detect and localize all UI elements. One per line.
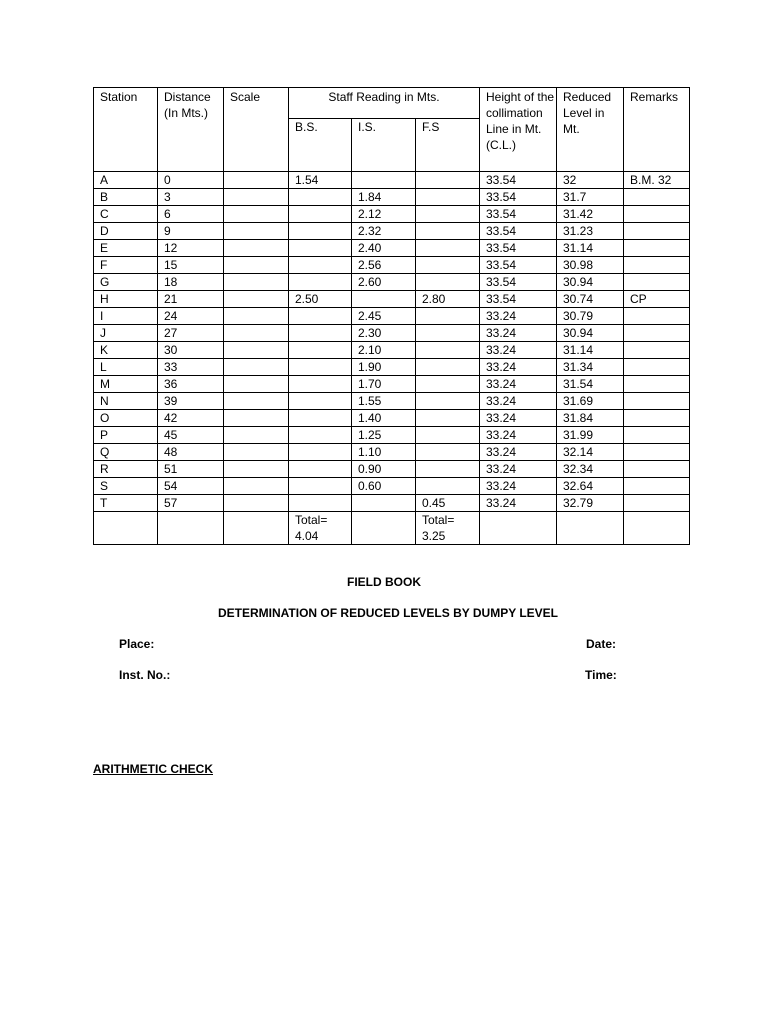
cell-bs	[289, 478, 352, 495]
header-scale: Scale	[224, 88, 289, 172]
cell-remarks	[624, 359, 690, 376]
cell-is: 1.84	[352, 189, 416, 206]
cell-fs	[416, 427, 480, 444]
cell-distance: 42	[158, 410, 224, 427]
cell-station: B	[94, 189, 158, 206]
table-row	[94, 461, 690, 478]
cell-is: 1.10	[352, 444, 416, 461]
cell-distance: 9	[158, 223, 224, 240]
cell-rl: 31.69	[557, 393, 624, 410]
cell-is: 2.60	[352, 274, 416, 291]
cell-rl: 30.74	[557, 291, 624, 308]
table-row	[94, 223, 690, 240]
inst-no-label: Inst. No.:	[119, 668, 171, 682]
cell-bs: 2.50	[289, 291, 352, 308]
cell-remarks	[624, 393, 690, 410]
time-label: Time:	[585, 668, 617, 682]
cell-scale	[224, 461, 289, 478]
cell-rl: 31.42	[557, 206, 624, 223]
cell-scale	[224, 342, 289, 359]
cell-hcl: 33.54	[480, 291, 557, 308]
cell-bs	[289, 393, 352, 410]
cell-fs	[416, 172, 480, 189]
table-row	[94, 172, 690, 189]
cell-station: T	[94, 495, 158, 512]
cell-hcl: 33.54	[480, 240, 557, 257]
cell-station: D	[94, 223, 158, 240]
cell-scale	[224, 325, 289, 342]
cell-distance: 48	[158, 444, 224, 461]
cell-hcl: 33.24	[480, 427, 557, 444]
cell-remarks	[624, 223, 690, 240]
header-staff-reading: Staff Reading in Mts.	[289, 88, 480, 119]
cell-fs	[416, 376, 480, 393]
cell-fs	[416, 240, 480, 257]
table-row	[94, 376, 690, 393]
cell-station: H	[94, 291, 158, 308]
header-is: I.S.	[352, 119, 416, 172]
cell-hcl: 33.24	[480, 376, 557, 393]
cell-remarks	[624, 461, 690, 478]
header-distance: Distance (In Mts.)	[158, 88, 224, 172]
cell-hcl: 33.54	[480, 257, 557, 274]
cell-bs	[289, 444, 352, 461]
cell-scale	[224, 376, 289, 393]
cell-station: N	[94, 393, 158, 410]
cell-remarks	[624, 240, 690, 257]
cell-fs	[416, 223, 480, 240]
cell-fs	[416, 257, 480, 274]
cell-station: O	[94, 410, 158, 427]
cell-distance: 57	[158, 495, 224, 512]
table-row	[94, 495, 690, 512]
cell-rl: 31.14	[557, 240, 624, 257]
header-station: Station	[94, 88, 158, 172]
cell-remarks	[624, 342, 690, 359]
cell-bs	[289, 410, 352, 427]
cell-distance: 3	[158, 189, 224, 206]
page-title: FIELD BOOK	[347, 575, 421, 589]
cell-distance: 54	[158, 478, 224, 495]
cell-fs	[416, 325, 480, 342]
cell-rl: 31.7	[557, 189, 624, 206]
cell-hcl: 33.54	[480, 206, 557, 223]
cell-remarks	[624, 444, 690, 461]
cell-bs	[289, 461, 352, 478]
cell-scale	[224, 359, 289, 376]
cell-fs	[416, 444, 480, 461]
cell-is: 1.25	[352, 427, 416, 444]
header-row	[94, 88, 690, 119]
table-row	[94, 206, 690, 223]
cell-bs	[289, 495, 352, 512]
cell-fs: 2.80	[416, 291, 480, 308]
cell-station: M	[94, 376, 158, 393]
cell-distance: 45	[158, 427, 224, 444]
cell-station: F	[94, 257, 158, 274]
cell-bs	[289, 257, 352, 274]
cell-remarks	[624, 274, 690, 291]
cell-bs	[289, 240, 352, 257]
table-row	[94, 359, 690, 376]
cell-distance: 18	[158, 274, 224, 291]
cell-scale	[224, 427, 289, 444]
cell-rl: 31.99	[557, 427, 624, 444]
cell-station: J	[94, 325, 158, 342]
cell-remarks	[624, 308, 690, 325]
cell-distance: 27	[158, 325, 224, 342]
cell-hcl: 33.24	[480, 478, 557, 495]
cell-is	[352, 495, 416, 512]
cell-remarks: CP	[624, 291, 690, 308]
cell-bs	[289, 427, 352, 444]
cell-station: L	[94, 359, 158, 376]
totals-row	[94, 512, 690, 545]
cell-remarks	[624, 478, 690, 495]
table-row	[94, 427, 690, 444]
cell-distance: 51	[158, 461, 224, 478]
cell-hcl: 33.54	[480, 189, 557, 206]
table-row	[94, 444, 690, 461]
cell-hcl: 33.24	[480, 342, 557, 359]
cell-rl: 30.79	[557, 308, 624, 325]
cell-remarks	[624, 427, 690, 444]
cell-station: K	[94, 342, 158, 359]
cell-fs	[416, 189, 480, 206]
cell-rl: 32.34	[557, 461, 624, 478]
cell-fs	[416, 478, 480, 495]
cell-is: 2.40	[352, 240, 416, 257]
table-row	[94, 393, 690, 410]
cell-distance: 36	[158, 376, 224, 393]
cell-distance: 24	[158, 308, 224, 325]
header-remarks: Remarks	[624, 88, 690, 172]
cell-distance: 12	[158, 240, 224, 257]
header-bs: B.S.	[289, 119, 352, 172]
cell-remarks	[624, 325, 690, 342]
cell-station: E	[94, 240, 158, 257]
cell-fs	[416, 359, 480, 376]
cell-rl: 31.14	[557, 342, 624, 359]
cell-fs	[416, 206, 480, 223]
cell-bs	[289, 376, 352, 393]
cell-bs	[289, 342, 352, 359]
cell-remarks	[624, 206, 690, 223]
cell-scale	[224, 308, 289, 325]
cell-scale	[224, 495, 289, 512]
cell-fs	[416, 393, 480, 410]
field-book-table	[93, 87, 690, 545]
cell-scale	[224, 291, 289, 308]
cell-remarks	[624, 495, 690, 512]
table-row	[94, 342, 690, 359]
cell-rl: 31.34	[557, 359, 624, 376]
cell-distance: 39	[158, 393, 224, 410]
cell-rl: 31.84	[557, 410, 624, 427]
cell-station: G	[94, 274, 158, 291]
cell-remarks	[624, 410, 690, 427]
cell-fs	[416, 274, 480, 291]
cell-fs	[416, 308, 480, 325]
table-row	[94, 240, 690, 257]
place-label: Place:	[119, 637, 155, 651]
cell-is: 0.60	[352, 478, 416, 495]
cell-rl: 32.64	[557, 478, 624, 495]
cell-scale	[224, 206, 289, 223]
cell-rl: 30.98	[557, 257, 624, 274]
cell-rl: 31.54	[557, 376, 624, 393]
cell-distance: 33	[158, 359, 224, 376]
cell-hcl: 33.24	[480, 410, 557, 427]
cell-scale	[224, 172, 289, 189]
cell-bs	[289, 325, 352, 342]
table-row	[94, 478, 690, 495]
cell-station: I	[94, 308, 158, 325]
table-row	[94, 308, 690, 325]
cell-scale	[224, 189, 289, 206]
cell-is: 1.90	[352, 359, 416, 376]
cell-is: 1.55	[352, 393, 416, 410]
header-reduced-level: Reduced Level in Mt.	[557, 88, 624, 172]
table-row	[94, 410, 690, 427]
cell-is	[352, 291, 416, 308]
cell-scale	[224, 257, 289, 274]
header-fs: F.S	[416, 119, 480, 172]
cell-is: 2.45	[352, 308, 416, 325]
date-label: Date:	[586, 637, 617, 651]
cell-distance: 15	[158, 257, 224, 274]
table-row	[94, 291, 690, 308]
table-row	[94, 189, 690, 206]
cell-hcl: 33.24	[480, 359, 557, 376]
cell-remarks	[624, 189, 690, 206]
table-row	[94, 257, 690, 274]
cell-hcl: 33.24	[480, 325, 557, 342]
cell-station: Q	[94, 444, 158, 461]
table-row	[94, 325, 690, 342]
cell-station: S	[94, 478, 158, 495]
cell-bs	[289, 359, 352, 376]
cell-fs	[416, 410, 480, 427]
cell-scale	[224, 274, 289, 291]
cell-distance: 0	[158, 172, 224, 189]
page-subtitle: DETERMINATION OF REDUCED LEVELS BY DUMPY LEVEL	[217, 606, 559, 620]
cell-is: 1.70	[352, 376, 416, 393]
cell-hcl: 33.24	[480, 444, 557, 461]
cell-scale	[224, 393, 289, 410]
cell-bs	[289, 308, 352, 325]
cell-scale	[224, 223, 289, 240]
cell-station: R	[94, 461, 158, 478]
cell-station: A	[94, 172, 158, 189]
cell-bs	[289, 206, 352, 223]
cell-scale	[224, 410, 289, 427]
cell-hcl: 33.24	[480, 461, 557, 478]
cell-fs: 0.45	[416, 495, 480, 512]
cell-distance: 30	[158, 342, 224, 359]
cell-scale	[224, 478, 289, 495]
table-row	[94, 274, 690, 291]
cell-remarks	[624, 257, 690, 274]
cell-bs: 1.54	[289, 172, 352, 189]
cell-scale	[224, 240, 289, 257]
cell-rl: 31.23	[557, 223, 624, 240]
total-fs: Total= 3.25	[416, 512, 480, 545]
cell-is: 1.40	[352, 410, 416, 427]
cell-fs	[416, 342, 480, 359]
cell-is: 2.12	[352, 206, 416, 223]
cell-bs	[289, 189, 352, 206]
cell-is: 0.90	[352, 461, 416, 478]
cell-remarks	[624, 376, 690, 393]
cell-rl: 32	[557, 172, 624, 189]
cell-is: 2.10	[352, 342, 416, 359]
cell-is	[352, 172, 416, 189]
cell-fs	[416, 461, 480, 478]
cell-bs	[289, 223, 352, 240]
cell-hcl: 33.24	[480, 308, 557, 325]
cell-hcl: 33.24	[480, 393, 557, 410]
cell-rl: 30.94	[557, 274, 624, 291]
cell-distance: 6	[158, 206, 224, 223]
cell-rl: 32.79	[557, 495, 624, 512]
cell-hcl: 33.54	[480, 172, 557, 189]
cell-scale	[224, 444, 289, 461]
arithmetic-check-heading: ARITHMETIC CHECK	[93, 762, 213, 776]
cell-hcl: 33.24	[480, 495, 557, 512]
cell-distance: 21	[158, 291, 224, 308]
cell-remarks: B.M. 32	[624, 172, 690, 189]
cell-is: 2.56	[352, 257, 416, 274]
cell-hcl: 33.54	[480, 223, 557, 240]
cell-station: C	[94, 206, 158, 223]
cell-bs	[289, 274, 352, 291]
total-bs: Total= 4.04	[289, 512, 352, 545]
cell-hcl: 33.54	[480, 274, 557, 291]
header-height-collimation: Height of the collimation Line in Mt. (C.L.)	[480, 88, 557, 172]
cell-is: 2.32	[352, 223, 416, 240]
cell-rl: 30.94	[557, 325, 624, 342]
cell-station: P	[94, 427, 158, 444]
cell-rl: 32.14	[557, 444, 624, 461]
cell-is: 2.30	[352, 325, 416, 342]
